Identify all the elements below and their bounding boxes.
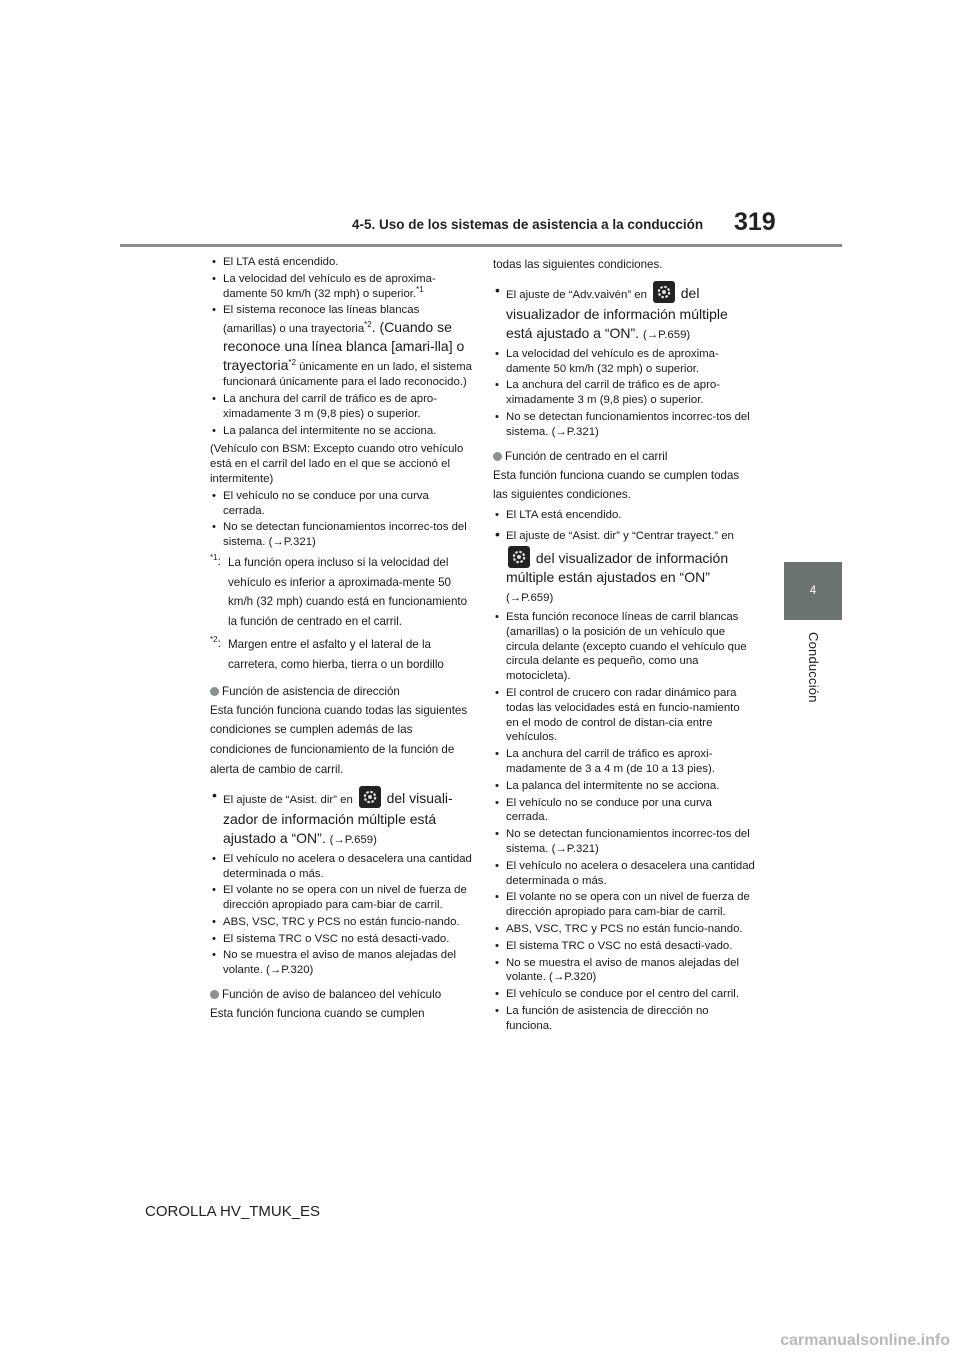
section-heading: Función de asistencia de dirección [210,683,472,701]
list-item: • El vehículo no se conduce por una curva cerrada. [210,489,472,519]
list-item: • No se detectan funcionamientos incorrec-tos del sistema. (→P.321) [493,827,755,857]
list-item: • No se muestra el aviso de manos alejadas del volante. (→P.320) [493,956,755,986]
footer-model-code: COROLLA HV_TMUK_ES [145,1203,321,1220]
list-item: • ABS, VSC, TRC y PCS no están funcio-nando. [210,915,472,930]
list-item: • El ajuste de “Asist. dir” y “Centrar trayect.” en del visualizador de información múltiple están ajustados en “ON” (→P.659) [493,525,755,608]
list-item: • El ajuste de “Adv.vaivén” en del visualizador de información múltiple está ajustado a “ON”. (→P.659) [493,281,755,345]
list-item: • El volante no se opera con un nivel de fuerza de dirección apropiado para cam-biar de carril. [493,890,755,920]
list-item: • La palanca del intermitente no se acciona. [493,779,755,794]
list-item: • La anchura del carril de tráfico es de apro-ximadamente 3 m (9,8 pies) o superior. [493,378,755,408]
list-item: • Esta función reconoce líneas de carril blancas (amarillas) o la posición de un vehículo que circula delante (excepto cuando el vehículo que circula delante es pequeño, como una motocicleta). [493,610,755,684]
list-item: • La anchura del carril de tráfico es aproxi-madamente de 3 a 4 m (de 10 a 13 pies). [493,747,755,777]
section-heading: Función de centrado en el carril [493,448,755,466]
paragraph: Esta función funciona cuando todas las siguientes condiciones se cumplen además de las condiciones de funcionamiento de la función de alerta de cambio de carril. [210,703,468,776]
gear-icon [508,546,530,568]
section-title: 4-5. Uso de los sistemas de asistencia a la conducción [352,217,704,232]
chapter-tab[interactable] [784,562,842,620]
list-item: • El vehículo se conduce por el centro del carril. [493,987,755,1002]
bullet-circle-icon [210,990,219,999]
list-item: • El LTA está encendido. [210,255,472,270]
left-column [210,255,472,1024]
chapter-label: Conducción [806,632,821,703]
list-item: • No se muestra el aviso de manos alejadas del volante. (→P.320) [210,948,472,978]
header-divider [120,244,842,247]
list-item: • La velocidad del vehículo es de aproxima-damente 50 km/h (32 mph) o superior. [493,347,755,377]
page-number: 319 [734,208,776,236]
list-item: • No se detectan funcionamientos incorrec-tos del sistema. (→P.321) [210,520,472,550]
bullet-circle-icon [493,452,502,461]
paragraph: (Vehículo con BSM: Excepto cuando otro vehículo está en el carril del lado en el que se accionó el intermitente) [210,443,464,485]
watermark: carmanualsonline.info [780,1332,950,1349]
list-item: • El sistema TRC o VSC no está desacti-vado. [210,932,472,947]
list-item: • El volante no se opera con un nivel de fuerza de dirección apropiado para cam-biar de carril. [210,883,472,913]
list-item: • El vehículo no acelera o desacelera una cantidad determinada o más. [210,852,472,882]
paragraph: Esta función funciona cuando se cumplen [210,1007,425,1021]
list-item: • El sistema TRC o VSC no está desacti-vado. [493,939,755,954]
footnote: $^{*1}$: La función opera incluso si la velocidad del vehículo es inferior a aproximada-mente 50 km/h (32 mph) cuando está en funcionamiento la función de centrado en el carril. [210,553,468,628]
right-column [493,255,755,1035]
gear-icon [653,281,675,303]
list-item: • El vehículo no se conduce por una curva cerrada. [493,796,755,826]
paragraph: todas las siguientes condiciones. [493,258,663,271]
list-item: • El vehículo no acelera o desacelera una cantidad determinada o más. [493,859,755,889]
list-item: • La velocidad del vehículo es de aproxima-damente 50 km/h (32 mph) o superior.$^{*1}$ [210,272,472,302]
list-item: • El control de crucero con radar dinámico para todas las velocidades está en funcio-namiento en el modo de control de distan-cia entre vehículos. [493,686,755,745]
list-item: • La función de asistencia de dirección no funciona. [493,1004,755,1034]
section-heading: Función de aviso de balanceo del vehículo [210,986,472,1004]
chapter-number: 4 [809,585,817,597]
list-item: • La anchura del carril de tráfico es de apro-ximadamente 3 m (9,8 pies) o superior. [210,392,472,422]
list-item: • El ajuste de “Asist. dir” en del visuali-zador de información múltiple está ajustado a “ON”. (→P.659) [210,786,472,850]
list-item: • No se detectan funcionamientos incorrec-tos del sistema. (→P.321) [493,410,755,440]
footnote: $^{*2}$: Margen entre el asfalto y el lateral de la carretera, como hierba, tierra o un bordillo [210,635,444,671]
list-item: • ABS, VSC, TRC y PCS no están funcio-nando. [493,922,755,937]
paragraph: Esta función funciona cuando se cumplen todas las siguientes condiciones. [493,468,740,502]
bullet-circle-icon [210,687,219,696]
list-item: • El LTA está encendido. [493,508,755,523]
gear-icon [359,786,381,808]
list-item: • El sistema reconoce las líneas blancas (amarillas) o una trayectoria$^{*2}$. (Cuando se reconoce una línea blanca [amari-lla] o trayectoria$^{*2}$ únicamente en un lado, el sistema funcionará únicamente para el lado reconocido.) [210,303,472,390]
list-item: • La palanca del intermitente no se acciona. [210,424,472,439]
